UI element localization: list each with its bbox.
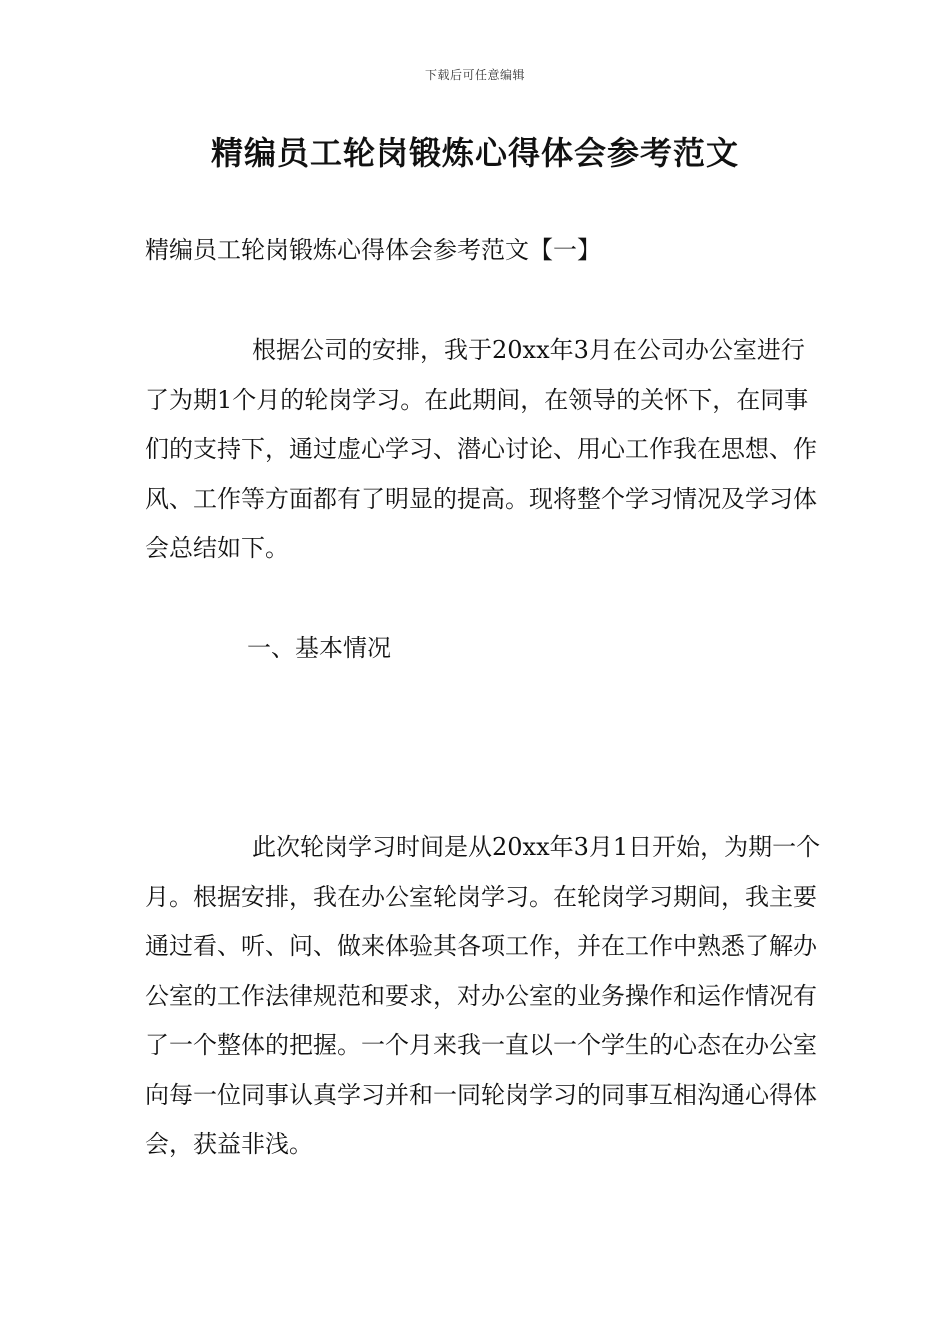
- paragraph-basic-situation: 此次轮岗学习时间是从20xx年3月1日开始，为期一个月。根据安排，我在办公室轮岗学习。在轮岗学习期间，我主要通过看、听、问、做来体验其各项工作，并在工作中熟悉了解办公室的工作法律规范和要求，对办公室的业务操作和运作情况有了一个整体的把握。一个月来我一直以一个学生的心态在办公室向每一位同事认真学习并和一同轮岗学习的同事互相沟通心得体会，获益非浅。: [145, 833, 821, 1158]
- document-subtitle: 精编员工轮岗锻炼心得体会参考范文【一】: [145, 236, 601, 264]
- paragraph-intro: 根据公司的安排，我于20xx年3月在公司办公室进行了为期1个月的轮岗学习。在此期间，在领导的关怀下，在同事们的支持下，通过虚心学习、潜心讨论、用心工作我在思想、作风、工作等方面都有了明显的提高。现将整个学习情况及学习体会总结如下。: [145, 336, 817, 562]
- header-note: 下载后可任意编辑: [424, 68, 525, 82]
- section-heading-basic-situation: 一、基本情况: [247, 634, 391, 662]
- document-title: 精编员工轮岗锻炼心得体会参考范文: [210, 134, 739, 172]
